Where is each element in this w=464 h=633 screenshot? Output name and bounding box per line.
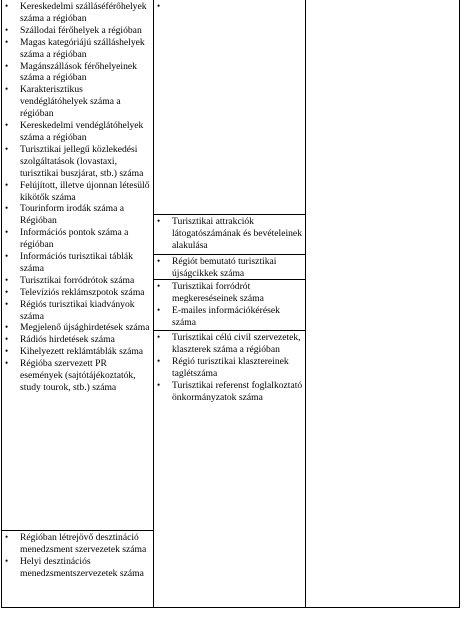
list-item: • Régió turisztikai klasztereinek taglétszáma	[157, 355, 289, 379]
table-border-right	[459, 0, 460, 608]
list-item: • E-mailes információkérések száma	[157, 304, 280, 328]
list-item-text: Televíziós reklámszpotok száma	[20, 286, 145, 298]
list-item-text: Tourinform irodák száma a Régióban	[20, 203, 125, 227]
list-item: • Kereskedelmi szálláséférőhelyek száma a régióban	[5, 1, 147, 24]
list-item-text: Régióba szervezett PR események (sajtótájékoztatók, study tourok, stb.) száma	[20, 358, 136, 393]
list-item-text: Turisztikai célú civil szervezetek, klaszterek száma a régióban	[172, 332, 301, 355]
list-item: • Turisztikai referenst foglalkoztató önkormányzatok száma	[157, 379, 303, 403]
list-item-text: Helyi desztinációs menedzsmentszervezetek száma	[20, 555, 144, 579]
col1-organization-list	[1, 532, 151, 580]
list-item-text: Turisztikai jellegű közlekedési szolgáltatások (lovastaxi, turisztikai buszjárat, stb.) száma	[20, 143, 144, 179]
list-item-text: Rádiós hirdetések száma	[20, 334, 115, 346]
table-border-bottom	[1, 607, 460, 608]
list-item-text: Turisztikai forródrót megkereséseinek száma	[172, 281, 264, 304]
list-item: • Felújított, illetve újonnan létesülő kikötők száma	[5, 179, 150, 203]
table-row-divider	[153, 330, 306, 331]
list-item: • Magánszállások férőhelyeinek száma a régióban	[5, 60, 137, 84]
col1-indicator-list	[1, 1, 151, 394]
list-item-text: Turisztikai referenst foglalkoztató önkormányzatok száma	[172, 379, 303, 403]
list-item-text: Kereskedelmi szálláséférőhelyek száma a régióban	[20, 1, 147, 24]
list-item: • Karakterisztikus vendéglátóhelyek száma a régióban	[5, 84, 121, 120]
list-item: • Kihelyezett reklámtáblák száma	[5, 346, 144, 358]
table-row-divider	[153, 254, 306, 255]
list-item: • Régióban létrejövő desztináció menedzsment szervezetek száma	[5, 532, 147, 555]
list-item-text: Információs pontok száma a régióban	[20, 227, 129, 251]
list-item-text: Magas kategóriájú szálláshelyek száma a régióban	[20, 36, 145, 60]
list-item: • Helyi desztinációs menedzsmentszervezetek száma	[5, 555, 144, 579]
list-item: • Magas kategóriájú szálláshelyek száma a régióban	[5, 36, 145, 60]
list-item: • Televíziós reklámszpotok száma	[5, 286, 145, 298]
list-item: • Régiós turisztikai kiadványok száma	[5, 298, 135, 322]
col2-attraction-list	[153, 216, 303, 252]
list-item: • Információs turisztikai táblák száma	[5, 251, 133, 274]
col2-press-list	[153, 256, 303, 280]
col2-organization-list	[153, 332, 303, 403]
col2-inquiry-list	[153, 281, 303, 329]
list-item: • Turisztikai jellegű közlekedési szolgáltatások (lovastaxi, turisztikai buszjárat, stb.) száma	[5, 143, 144, 179]
list-item-text: Felújított, illetve újonnan létesülő kikötők száma	[20, 179, 150, 203]
list-item-text: Magánszállások férőhelyeinek száma a régióban	[20, 60, 137, 84]
list-item-text: Megjelenő újsághirdetések száma	[20, 322, 150, 334]
list-item-text: Turisztikai attrakciók látogatószámának és bevételeinek alakulása	[172, 216, 302, 251]
list-item: • Turisztikai forródrótok száma	[5, 274, 135, 286]
list-item-text: E-mailes információkérések száma	[172, 304, 280, 328]
list-item: • Szállodai férőhelyek a régióban	[5, 24, 142, 36]
list-item-text: Szállodai férőhelyek a régióban	[20, 24, 142, 36]
list-item-text: Kereskedelmi vendéglátóhelyek száma a régióban	[20, 120, 144, 143]
list-item-text: Turisztikai forródrótok száma	[20, 274, 135, 286]
list-item: • Tourinform irodák száma a Régióban	[5, 203, 125, 227]
table-row-divider	[153, 214, 306, 215]
list-item: • Turisztikai forródrót megkereséseinek száma	[157, 281, 264, 304]
list-item-text: Régiót bemutató turisztikai újságcikkek száma	[172, 256, 277, 279]
list-item-text: Kihelyezett reklámtáblák száma	[20, 346, 144, 358]
table-row-divider	[1, 530, 154, 531]
list-item: • Megjelenő újsághirdetések száma	[5, 322, 150, 334]
list-item-text: Információs turisztikai táblák száma	[20, 251, 133, 274]
list-item: • Rádiós hirdetések száma	[5, 334, 115, 346]
list-item: • Régiót bemutató turisztikai újságcikkek száma	[157, 256, 277, 279]
list-item-text: Régiós turisztikai kiadványok száma	[20, 298, 135, 322]
list-item-text: Régió turisztikai klasztereinek taglétszáma	[172, 355, 289, 379]
table-column-divider-2	[305, 0, 306, 608]
list-item: • Turisztikai attrakciók látogatószámának és bevételeinek alakulása	[157, 216, 302, 251]
list-item: • Kereskedelmi vendéglátóhelyek száma a régióban	[5, 120, 144, 143]
list-item-text: Karakterisztikus vendéglátóhelyek száma a régióban	[20, 84, 121, 120]
list-item: • Információs pontok száma a régióban	[5, 227, 129, 251]
list-item: • Turisztikai célú civil szervezetek, klaszterek száma a régióban	[157, 332, 301, 355]
list-item-text: Régióban létrejövő desztináció menedzsment szervezetek száma	[20, 532, 147, 555]
list-item: • Régióba szervezett PR események (sajtótájékoztatók, study tourok, stb.) száma	[5, 358, 136, 393]
